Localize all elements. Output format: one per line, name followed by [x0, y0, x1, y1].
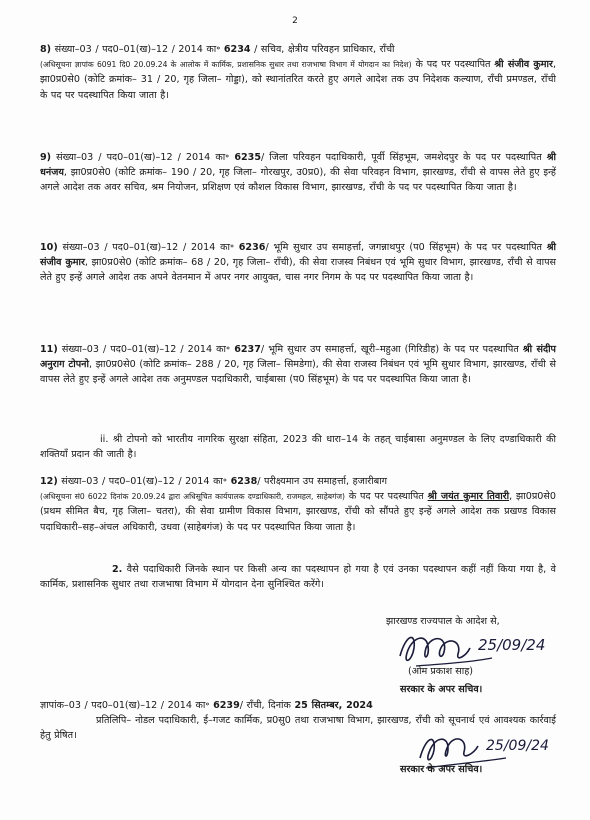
memo-text: ज्ञापांक–03 / पद0–01(ख)–12 / 2014 का॰ [40, 700, 214, 711]
posting-details: , झा0प्र0से0 (कोटि क्रमांक– 68 / 20, गृह जिला– राँची), की सेवा राजस्व निबंधन एवं भूमि सुधार विभाग, झारखण्ड, राँची से वापस लेते हुए इन्हें अगले आदेश तक अपने वेतनमान में अपर नगर आयुक्त, चास नगर निगम के पद पर पदस्थापित किया जाता है। [40, 257, 557, 284]
officer-name: श्री संजीव कुमार [40, 242, 556, 269]
officer-name: श्री जयंत कुमार तिवारी [427, 491, 510, 503]
order-item-11 [40, 342, 556, 388]
signatory-designation: सरकार के अपर सचिव। [400, 684, 483, 695]
posted-text: के पद पर पदस्थापित [411, 59, 495, 71]
signatory-designation: सरकार के अपर सचिव। [400, 764, 483, 775]
post-text: / परीक्ष्यमान उप समाहर्त्ता, हजारीबाग [257, 476, 388, 487]
notification-note: (अधिसूचना ज्ञापांक 6091 दि0 20.09.24 के आलोक में कार्मिक, प्रशासनिक सुधार तथा राजभाषा विभाग में योगदान का निदेश) [40, 60, 412, 70]
item-number: 8) [40, 44, 52, 55]
memo-date-label: / राँची, दिनांक [239, 700, 295, 711]
memo-text: संख्या–03 / पद0–01(ख)–12 / 2014 का॰ [57, 344, 235, 355]
order-item-12 [40, 474, 556, 535]
order-item-10 [40, 240, 556, 286]
posting-details: , झा0प्र0से0 (कोटि क्रमांक– 31 / 20, गृह जिला– गोड्डा), को स्थानांतरित करते हुए अगले आदेश तक उप निदेशक कल्याण, राँची प्रमण्डल, राँची के पद पर पदस्थापित किया जाता है। [40, 59, 556, 101]
memo-ref: 6234 [223, 44, 251, 55]
signature-date: 25/09/24 [486, 738, 549, 754]
memo-ref: 6237 [234, 344, 261, 355]
general-instruction [40, 562, 556, 592]
notification-note: (अधिसूचना सं0 6022 दिनांक 20.09.24 द्वारा अधिसूचित कार्यपालक दण्डाधिकारी, राजमहल, साहेबगंज) [40, 492, 346, 502]
item-number: 10) [40, 242, 58, 253]
memo-text: संख्या–03 / पद0–01(ख)–12 / 2014 का॰ [57, 242, 239, 253]
post-text: / भूमि सुधार उप समाहर्त्ता, खूरी–महुआ (गिरिडीह) के पद पर पदस्थापित [260, 344, 523, 355]
memo-ref: 6235 [234, 152, 262, 163]
post-text: / जिला परिवहन पदाधिकारी, पूर्वी सिंहभूम, जमशेदपुर के पद पर पदस्थापित [261, 152, 547, 163]
signatory-name: (ओम प्रकाश साह) [408, 666, 474, 677]
item-number: 2. [112, 564, 123, 575]
order-item-8 [40, 42, 556, 103]
posted-text: के पद पर पदस्थापित [345, 491, 428, 503]
officer-name: श्री धनंजय [40, 152, 556, 179]
item-number: 11) [40, 344, 58, 355]
officer-name: श्री संदीप अनुराग टोपनो [40, 344, 557, 371]
order-of-governor: झारखण्ड राज्यपाल के आदेश से, [386, 616, 500, 627]
order-item-9 [40, 150, 556, 196]
officer-name: श्री संजीव कुमार [494, 59, 553, 71]
page-number: 2 [292, 16, 298, 26]
memo-date: 25 सितम्बर, 2024 [294, 700, 373, 711]
order-item-11-ii: ii. श्री टोपनो को भारतीय नागरिक सुरक्षा संहिता, 2023 की धारा–14 के तहत् चाईबासा अनुमण्डल के लिए दण्डाधिकारी की शक्तियाँ प्रदान की जाती है। [40, 434, 556, 461]
copy-to: प्रतिलिपि– नोडल पदाधिकारी, ई–गजट कार्मिक, प्र0सु0 तथा राजभाषा विभाग, झारखण्ड, राँची को सूचनार्थ एवं आवश्यक कार्रवाई हेतु प्रेषित। [40, 715, 556, 742]
memo-text: संख्या–03 / पद0–01(ख)–12 / 2014 का॰ [51, 44, 224, 55]
memo-text: संख्या–03 / पद0–01(ख)–12 / 2014 का॰ [57, 476, 231, 487]
posting-details: , झा0प्र0से0 (प्रथम सीमित बैच, गृह जिला– चतरा), की सेवा ग्रामीण विकास विभाग, झारखण्ड, राँची को सौंपते हुए इन्हें अगले आदेश तक प्रखण्ड विकास पदाधिकारी–सह–अंचल अधिकारी, उधवा (साहेबगंज) के पद पर पदस्थापित किया जाता है। [40, 491, 556, 533]
memo-text: संख्या–03 / पद0–01(ख)–12 / 2014 का॰ [51, 152, 235, 163]
post-text: / भूमि सुधार उप समाहर्त्ता, जगन्नाथपुर (प0 सिंहभूम) के पद पर पदस्थापित [265, 242, 547, 253]
item-number: 12) [40, 476, 58, 487]
signature-date: 25/09/24 [478, 636, 546, 654]
item-number: 9) [40, 152, 52, 163]
memo-ref: 6239 [213, 700, 240, 711]
memo-ref: 6238 [230, 476, 258, 487]
posting-details: , झा0प्र0से0 (कोटि क्रमांक– 288 / 20, गृह जिला– सिमडेगा), की सेवा राजस्व निबंधन एवं भूमि सुधार विभाग, झारखण्ड, राँची से वापस लेते हुए इन्हें अगले आदेश तक अनुमण्डल पदाधिकारी, चाईबासा (प0 सिंहभूम) के पद पर पदस्थापित किया जाता है। [40, 359, 556, 386]
post-text: / सचिव, क्षेत्रीय परिवहन प्राधिकार, राँची [250, 44, 395, 55]
memo-ref: 6236 [238, 242, 266, 253]
posting-details: , झा0प्र0से0 (कोटि क्रमांक– 190 / 20, गृह जिला– गोरखपुर, उ0प्र0), की सेवा परिवहन विभाग, झारखण्ड, राँची से वापस लेते हुए इन्हें अगले आदेश तक अवर सचिव, श्रम नियोजन, प्रशिक्षण एवं कौशल विकास विभाग, झारखण्ड, राँची के पद पर पदस्थापित किया जाता है। [40, 167, 556, 194]
instruction-text: वैसे पदाधिकारी जिनके स्थान पर किसी अन्य का पदस्थापन हो गया है एवं उनका पदस्थापन कहीं नहीं किया गया है, वे कार्मिक, प्रशासनिक सुधार तथा राजभाषा विभाग में योगदान देना सुनिश्चित करेंगे। [40, 564, 557, 591]
